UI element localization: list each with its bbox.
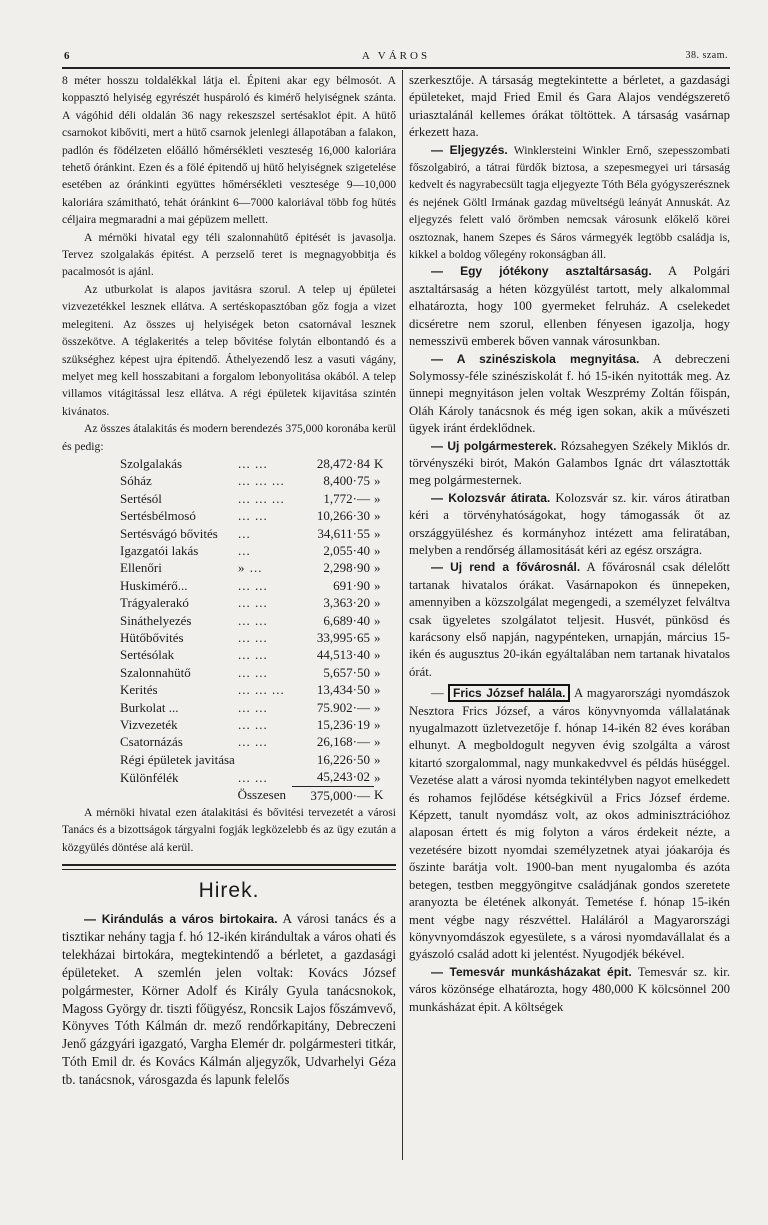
cost-amount: 6,689·40 (323, 612, 370, 628)
cost-unit: » (374, 525, 381, 541)
cost-item: Kerités (120, 682, 158, 698)
news-body: A városi tanács és a tisztikar nehány tagja f. hó 12-ikén kirándultak a város ohati és telekházai birtokára, megtekintendő a bérletet, a gazdasági épületeket. A szemlén jelen voltak: Kovács József polgármester, Körner Adolf és Király Gyula tanácsnokok, Magoss György dr. tiszti főügyész, Roncsik Lajos főszámvevő, Könyves Tóth Kálmán dr. mező rendőrkapitány, Debreczeni Jenő gázgyári igazgató, Vargha Elemér dr. polgármesteri titkár, Tóth Emil dr. és Kovács Kálmán aljegyzők, Udvarhelyi Géza tb. tanácsnok, városgazda és lapunk felelős (62, 910, 396, 1087)
cost-row (120, 768, 394, 786)
cost-item: Szolgalakás (120, 455, 183, 471)
cost-item: Sertésbélmosó (120, 508, 196, 524)
news-body: Kolozsvár sz. kir. város átiratban kéri a törvényhatóságokat, hogy támogassák őt az országgyüléshez és kormányhoz intézett ama feliratában, melyben a rendőrség államositását kéri az egész országra. (409, 490, 730, 557)
right-column (409, 72, 730, 1016)
article-paragraph: A mérnöki hivatal ezen átalakitási és bővitési tervezetét a városi Tanács és a bizottságok tárgyalni fogják legközelebb és az ügy ezután a közgyülés döntése alá kerül. (62, 806, 396, 854)
total-label: Összesen (237, 787, 286, 803)
cost-item: Régi épületek javitása (120, 751, 235, 767)
cost-item: Sertésól (120, 490, 162, 506)
header-rule (62, 67, 730, 69)
left-column (62, 72, 396, 1089)
news-headline: — Egy jótékony asztaltársaság. (431, 264, 652, 279)
cost-amount: 28,472·84 (316, 455, 370, 471)
news-headline: — Kolozsvár átirata. (431, 490, 551, 505)
cost-row (120, 507, 394, 524)
news-headline: — Uj rend a fővárosnál. (431, 560, 581, 575)
news-headline: — Uj polgármesterek. (431, 438, 557, 453)
cost-amount: 75.902·— (316, 699, 370, 715)
article-paragraph: Az utburkolat is alapos javitásra szorul. A telep uj épületei vizvezetékkel lesznek ellátva. A sertéskopasztóban gőz fogja a vizet melegiteni. Az összes uj helyiségek beton csatornával lesznek összekötve. A téglakerités a telep bővitése folytán elbontandó és a szükséghez képest ujra épitendő. Áthelyezendő lesz a vasuti vágány, melyet meg kell hosszabitani a forgalom lebonyolitása okából. A telep villamos vitágitással lesz ellátva. A régi épületek kijavitása szintén kivánatos. (62, 282, 396, 418)
cost-dots: ... ... ... (238, 490, 285, 506)
cost-total-row (120, 786, 394, 804)
news-item (409, 964, 730, 1016)
cost-dots: ... ... (238, 647, 268, 663)
cost-unit: » (374, 560, 381, 576)
article-paragraph: 8 méter hosszu toldalékkal látja el. Épiteni akar egy bélmosót. A koppasztó helyiség egyrészét huspároló és kimérő helyiségnek szánta. A vágóhid déli oldalán 36 nagy rekeszszel sertésaklot épit. A hütő csarnokot kibőviti, mert a hütő csarnok jelenlegi állapotában a falakon, padlón és födélzeten előálló hőmérsékleti veszteség 16,000 kaloriára tehető óránkint. Ezen és a fölé épitendő uj hütő helyiségnek szigetelése esetében az óránkinti együttes hőmérsékleti vesztesége 9—10,000 kaloriára számitható, tehát óránkint 6—7000 kaloriával több fog hütés céljaira megmaradni a mai gépüzem mellett. (62, 74, 396, 227)
cost-dots: ... ... (238, 717, 268, 733)
cost-row (120, 490, 394, 507)
cost-amount: 10,266·30 (316, 508, 370, 524)
total-amount: 375,000·— (292, 786, 374, 804)
cost-item: Huskimérő... (120, 577, 188, 593)
cost-amount: 15,236·19 (316, 717, 370, 733)
cost-item: Trágyalerakó (120, 595, 189, 611)
cost-dots: ... ... (238, 455, 268, 471)
cost-dots: ... ... (238, 508, 268, 524)
article-paragraph: A mérnöki hivatal egy téli szalonnahütő épitését is javasolja. Tervez szolgalakás épitést. A perzselő teret is megnagyobbitja és pacalmosót is ajánl. (62, 230, 396, 279)
cost-row (120, 472, 394, 489)
cost-amount: 2,298·90 (323, 560, 370, 576)
news-headline: — Eljegyzés. (431, 142, 508, 157)
cost-amount: 2,055·40 (323, 542, 370, 558)
news-item (409, 351, 730, 438)
cost-dots: ... ... (238, 769, 268, 785)
news-item (62, 910, 396, 1089)
newspaper-title: A VÁROS (361, 50, 431, 62)
news-item (409, 559, 730, 681)
cost-row (120, 681, 394, 698)
news-item (409, 490, 730, 560)
cost-item: Igazgatói lakás (120, 542, 199, 558)
cost-unit: » (374, 717, 381, 733)
cost-row (120, 646, 394, 663)
cost-unit: » (374, 664, 381, 680)
cost-amount: 26,168·— (316, 734, 370, 750)
cost-unit: » (374, 612, 381, 628)
cost-unit: » (374, 473, 381, 489)
cost-row (120, 577, 394, 594)
cost-item: Burkolat ... (120, 699, 179, 715)
news-headline: — A szinésziskola megnyitása. (431, 351, 640, 366)
news-body: Temesvár sz. kir. város közönsége elhatározta, hogy 480,000 K kölcsönnel 200 munkásházat épit. A költségek (409, 964, 730, 1014)
section-title: Hirek. (198, 879, 260, 903)
cost-dots: » ... (238, 560, 263, 576)
cost-item: Sertésólak (120, 647, 175, 663)
cost-unit: » (374, 647, 381, 663)
cost-item: Csatornázás (120, 734, 183, 750)
page-number: 6 (64, 50, 70, 62)
column-divider (402, 70, 403, 1160)
cost-item: Sertésvágó bővités (120, 525, 218, 541)
cost-dots: ... (238, 542, 251, 558)
cost-dots: ... ... (238, 734, 268, 750)
news-body: A fővárosnál csak délelőtt tartanak hivatalos órákat. Vasárnapokon és ünnepeken, amennyiben a közszolgálat megengedi, a személyzet felváltva csak ügyeletes szolgálatot teljesit. Husvét, pünkösd és karácsony első napján, nagypénteken, urnapján, március 15-ikén és augusztus 20-ikán egyáltalában nem tartanak hivatalos órát. (409, 560, 730, 679)
cost-unit: » (374, 630, 381, 645)
cost-amount: 34,611·55 (317, 525, 370, 541)
article-continuation: szerkesztője. A társaság megtekintette a bérletet, a gazdasági épületeket, majd Fried Emil és Gara Alajos vendégszerető uriasztalánál kellemes órákat töltöttek. A társaság vasárnap érkezett haza. (409, 73, 730, 140)
boxed-headline: Frics József halála. (448, 684, 570, 702)
cost-dots: ... ... (238, 612, 268, 628)
cost-unit: » (374, 490, 381, 506)
cost-row (120, 525, 394, 542)
cost-amount: 16,226·50 (316, 751, 370, 767)
cost-dots: ... ... (238, 630, 268, 645)
cost-dots: ... ... ... (238, 473, 285, 489)
news-dash: — (431, 686, 444, 701)
news-item (409, 142, 730, 264)
cost-dots: ... ... (238, 699, 268, 715)
cost-unit: » (374, 595, 381, 611)
cost-row (120, 559, 394, 576)
cost-dots: ... ... (238, 595, 268, 611)
cost-item: Ellenőri (120, 560, 162, 576)
cost-unit: » (374, 699, 381, 715)
cost-unit: » (374, 751, 381, 767)
news-item (409, 438, 730, 490)
issue-number: 38. szam. (685, 50, 728, 61)
cost-amount: 33,995·65 (316, 630, 370, 645)
cost-amount: 45,243·02 (316, 769, 370, 785)
cost-intro: Az összes átalakitás és modern berendezés 375,000 koronába kerül és pedig: (62, 422, 396, 453)
cost-unit: » (374, 682, 381, 698)
cost-dots: ... (238, 525, 251, 541)
cost-amount: 44,513·40 (316, 647, 370, 663)
cost-unit: K (374, 455, 384, 471)
newspaper-page (62, 48, 731, 1087)
cost-item: Sóház (120, 473, 152, 489)
cost-amount: 8,400·75 (323, 473, 370, 489)
news-headline: — Temesvár munkásházakat épit. (431, 964, 632, 979)
cost-amount: 5,657·50 (323, 664, 370, 680)
cost-amount: 13,434·50 (316, 682, 370, 698)
cost-row (120, 455, 394, 472)
cost-unit: » (374, 734, 381, 750)
cost-row (120, 716, 394, 733)
cost-row (120, 664, 394, 681)
news-body: Rózsahegyen Székely Miklós dr. törvényszéki birót, Makón Galambos Ignác drt választották meg polgármesternek. (409, 438, 730, 488)
cost-row (120, 594, 394, 611)
cost-unit: » (374, 577, 381, 593)
news-item (409, 685, 730, 964)
cost-row (120, 629, 394, 646)
cost-item: Sináthelyezés (120, 612, 192, 628)
news-body: Winklersteini Winkler Ernő, szepesszombati főszolgabiró, a tátrai fürdők biztosa, a szepesmegyei uri társaság kedvelt és nagyrabecsült tagja eljegyezte Tóth Béla gyógyszerésznek és nejének Göltl Irmának gazdag müveltségü leányát Annuskát. Az eljegyzés felett való örömben nemcsak városunk előkelő körei osztoznak, hanem Szepes és Sáros vármegyék legtöbb családja is, kikkel a boldog vőlegény rokonságban áll. (409, 143, 730, 262)
cost-item: Különfélék (120, 769, 179, 785)
cost-row (120, 699, 394, 716)
news-body: A magyarországi nyomdászok Nesztora Frics József, a város könyvnyomda vállalatának nyugalmazott üzletvezetője f. hónap 14-ikén 82 éves korában elhunyt. A megboldogult negyven évig szolgálta a várost kitartó szorgalommal, nagy munkakedvvel és példás hüséggel. Vezetése alatt a városi nyomda tekintélyben nagyot emelkedett és rohamos fejlődése kétségkivül a Frics József érdeme. Képzett, tanult nyomdász volt, az okos adminisztrációhoz alaposan értett és mig folyton a város érdekeit nézte, a vezetésére bizott nyomdai személyzetnek atyai jóakarója és őszinte barátja volt. 1900-ban ment nyugalomba és azóta betegen, testben meggyöngitve családjának gondos szeretete aranyozta be életének alkonyát. Temetése f. hónap 15-ikén ment végbe nagy részvéttel. Haláláról a Magyarországi könyvnyomdászok egyesülete, s a városi nyomdavállalat és a gyászoló család adott ki jelentést. Nyugodjék békével. (409, 686, 731, 962)
cost-row (120, 542, 394, 559)
cost-item: Szalonnahütő (120, 664, 191, 680)
section-rule (62, 864, 396, 870)
cost-item: Vizvezeték (120, 717, 178, 733)
cost-row (120, 733, 394, 750)
total-unit: K (374, 787, 384, 803)
cost-item: Hütőbővités (120, 630, 184, 645)
cost-row (120, 751, 394, 768)
news-body: A debreczeni Solymossy-féle szinésziskolát f. hó 15-ikén nyitották meg. Az ünnepi megnyitáson jelen voltak Weszprémy Zoltán főispán, Oláh Károly tanácsnok és még igen sokan, akik a művészeti ügyek iránt érdeklődnek. (409, 351, 730, 436)
cost-unit: » (374, 769, 381, 785)
cost-amount: 1,772·— (323, 490, 370, 506)
cost-unit: » (374, 508, 381, 524)
news-headline: — Kirándulás a város birtokaira. (84, 911, 278, 926)
cost-table (120, 455, 394, 804)
news-body: A Polgári asztaltársaság a héten közgyülést tartott, mely alkalommal elhatározta, hogy 100 gyermeket felruház. A cselekedet dicséretre nem szorul, ellenben fényesen igazolja, hogy nemesszivü emberek bőven vannak városunkban. (409, 264, 730, 349)
cost-amount: 691·90 (333, 577, 370, 593)
cost-dots: ... ... (238, 577, 268, 593)
cost-amount: 3,363·20 (323, 595, 370, 611)
news-item (409, 263, 730, 350)
cost-dots: ... ... (238, 664, 268, 680)
cost-unit: » (374, 542, 381, 558)
cost-dots: ... ... ... (238, 682, 285, 698)
cost-row (120, 612, 394, 629)
page-header (62, 48, 730, 68)
